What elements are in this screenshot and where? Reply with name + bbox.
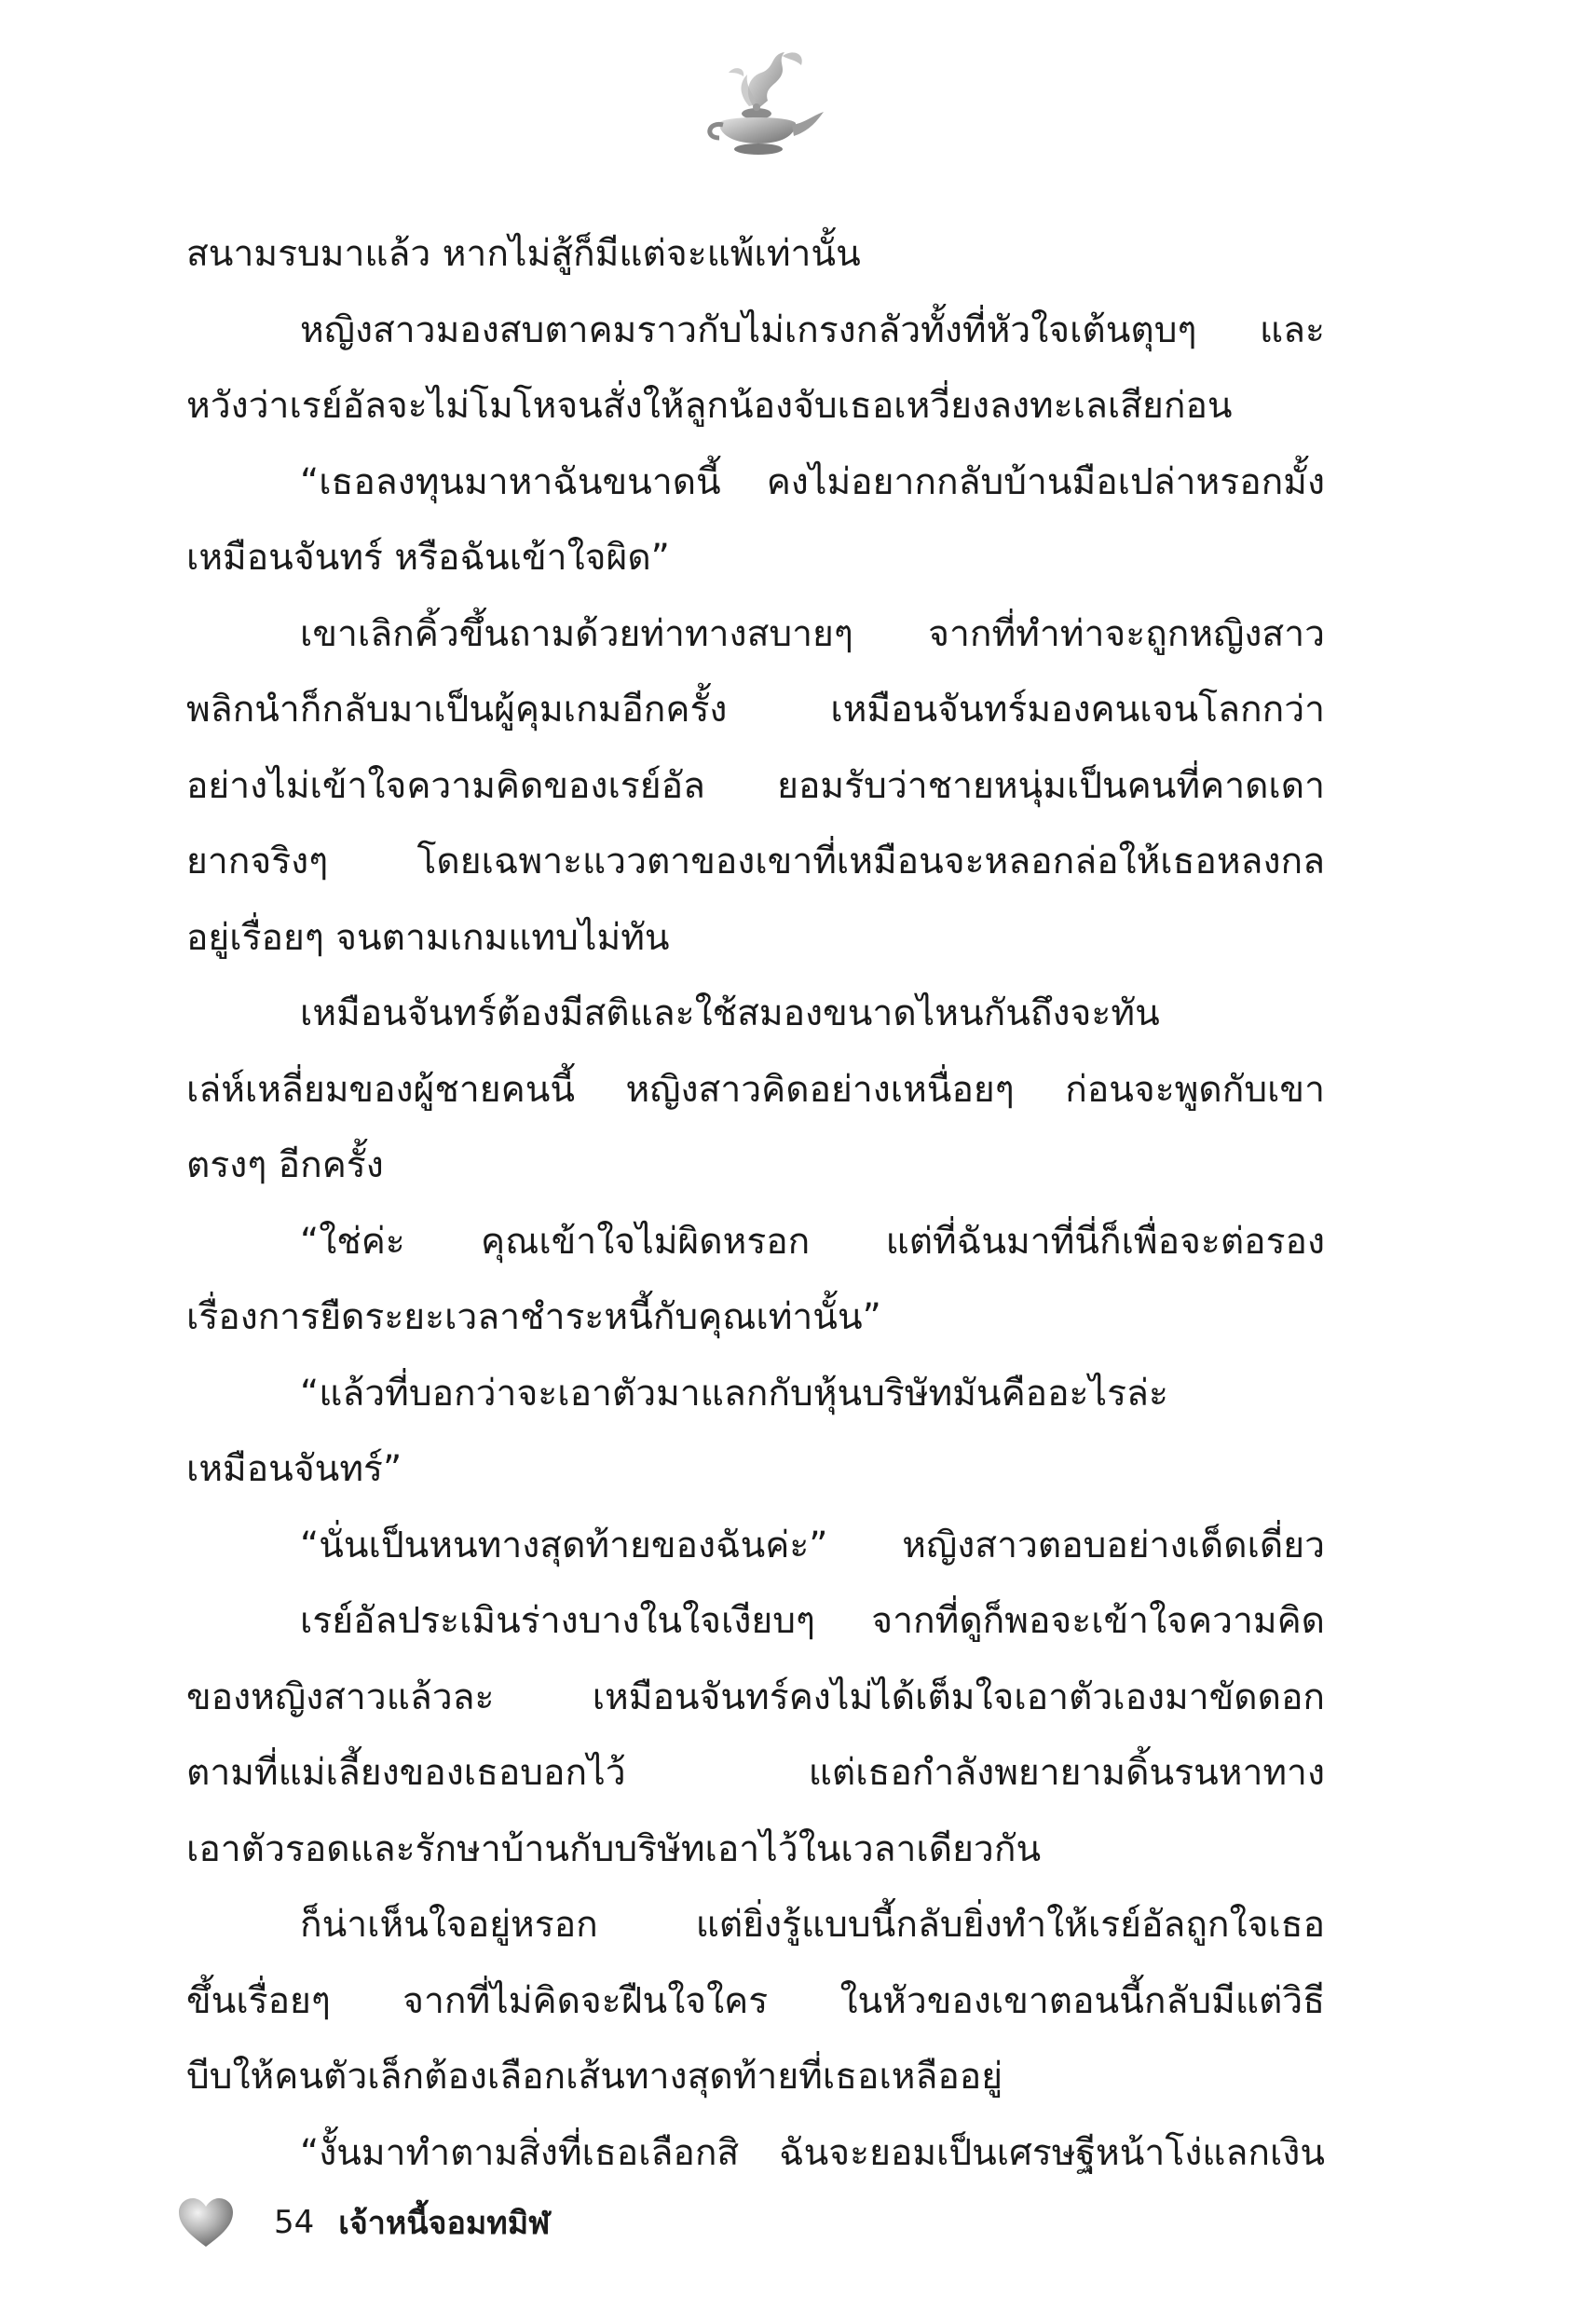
text-line: เหมือนจันทร์ต้องมีสติและใช้สมองขนาดไหนกันถึงจะทัน bbox=[300, 992, 1160, 1034]
text-line: อย่างไม่เข้าใจความคิดของเรย์อัล ยอมรับว่าชายหนุ่มเป็นคนที่คาดเดา bbox=[186, 764, 1325, 807]
text-line: ก็น่าเห็นใจอยู่หรอก แต่ยิ่งรู้แบบนี้กลับยิ่งทำให้เรย์อัลถูกใจเธอ bbox=[300, 1904, 1325, 1946]
book-title: เจ้าหนี้จอมทมิฬ bbox=[338, 2205, 551, 2242]
heart-icon bbox=[177, 2196, 235, 2249]
text-line: “ใช่ค่ะ คุณเข้าใจไม่ผิดหรอก แต่ที่ฉันมาที่นี่ก็เพื่อจะต่อรอง bbox=[300, 1220, 1325, 1263]
text-line: ยากจริงๆ โดยเฉพาะแววตาของเขาที่เหมือนจะหลอกล่อให้เธอหลงกล bbox=[186, 841, 1325, 882]
text-line: อยู่เรื่อยๆ จนตามเกมแทบไม่ทัน bbox=[186, 916, 670, 959]
text-line: “นั่นเป็นหนทางสุดท้ายของฉันค่ะ” หญิงสาวตอบอย่างเด็ดเดี่ยว bbox=[300, 1524, 1325, 1566]
text-line: เหมือนจันทร์” bbox=[186, 1448, 402, 1490]
page-footer bbox=[177, 2190, 550, 2255]
text-line: ขึ้นเรื่อยๆ จากที่ไม่คิดจะฝืนใจใคร ในหัวของเขาตอนนี้กลับมีแต่วิธี bbox=[186, 1979, 1325, 2022]
page-number: 54 bbox=[274, 2204, 315, 2241]
text-line: ตรงๆ อีกครั้ง bbox=[186, 1144, 384, 1186]
text-line: หญิงสาวมองสบตาคมราวกับไม่เกรงกลัวทั้งที่หัวใจเต้นตุบๆ และ bbox=[300, 308, 1325, 351]
text-line: “เธอลงทุนมาหาฉันขนาดนี้ คงไม่อยากกลับบ้านมือเปล่าหรอกมั้ง bbox=[300, 460, 1325, 503]
genie-lamp-icon bbox=[691, 45, 831, 166]
text-line: เหมือนจันทร์ หรือฉันเข้าใจผิด” bbox=[186, 537, 670, 579]
text-line: เอาตัวรอดและรักษาบ้านกับบริษัทเอาไว้ในเวลาเดียวกัน bbox=[186, 1827, 1042, 1870]
text-line: ตามที่แม่เลี้ยงของเธอบอกไว้ แต่เธอกำลังพยายามดิ้นรนหาทาง bbox=[186, 1752, 1325, 1794]
text-line: พลิกนำก็กลับมาเป็นผู้คุมเกมอีกครั้ง เหมือนจันทร์มองคนเจนโลกกว่า bbox=[186, 689, 1325, 731]
text-line: หวังว่าเรย์อัลจะไม่โมโหจนสั่งให้ลูกน้องจับเธอเหวี่ยงลงทะเลเสียก่อน bbox=[186, 385, 1233, 427]
text-line: “แล้วที่บอกว่าจะเอาตัวมาแลกกับหุ้นบริษัทมันคืออะไรล่ะ bbox=[300, 1372, 1168, 1415]
text-line: ของหญิงสาวแล้วละ เหมือนจันทร์คงไม่ได้เต็มใจเอาตัวเองมาขัดดอก bbox=[186, 1675, 1325, 1718]
text-line: “งั้นมาทำตามสิ่งที่เธอเลือกสิ ฉันจะยอมเป็นเศรษฐีหน้าโง่แลกเงิน bbox=[300, 2131, 1325, 2174]
text-line: บีบให้คนตัวเล็กต้องเลือกเส้นทางสุดท้ายที่เธอเหลืออยู่ bbox=[186, 2056, 1003, 2098]
text-line: เรื่องการยืดระยะเวลาชำระหนี้กับคุณเท่านั้น” bbox=[186, 1296, 881, 1338]
text-line: เรย์อัลประเมินร่างบางในใจเงียบๆ จากที่ดูก็พอจะเข้าใจความคิด bbox=[300, 1600, 1325, 1642]
text-line: เขาเลิกคิ้วขึ้นถามด้วยท่าทางสบายๆ จากที่ทำท่าจะถูกหญิงสาว bbox=[300, 612, 1325, 655]
text-line: สนามรบมาแล้ว หากไม่สู้ก็มีแต่จะแพ้เท่านั้น bbox=[186, 233, 861, 275]
text-line: เล่ห์เหลี่ยมของผู้ชายคนนี้ หญิงสาวคิดอย่างเหนื่อยๆ ก่อนจะพูดกับเขา bbox=[186, 1068, 1325, 1111]
body-text bbox=[186, 216, 1325, 2191]
